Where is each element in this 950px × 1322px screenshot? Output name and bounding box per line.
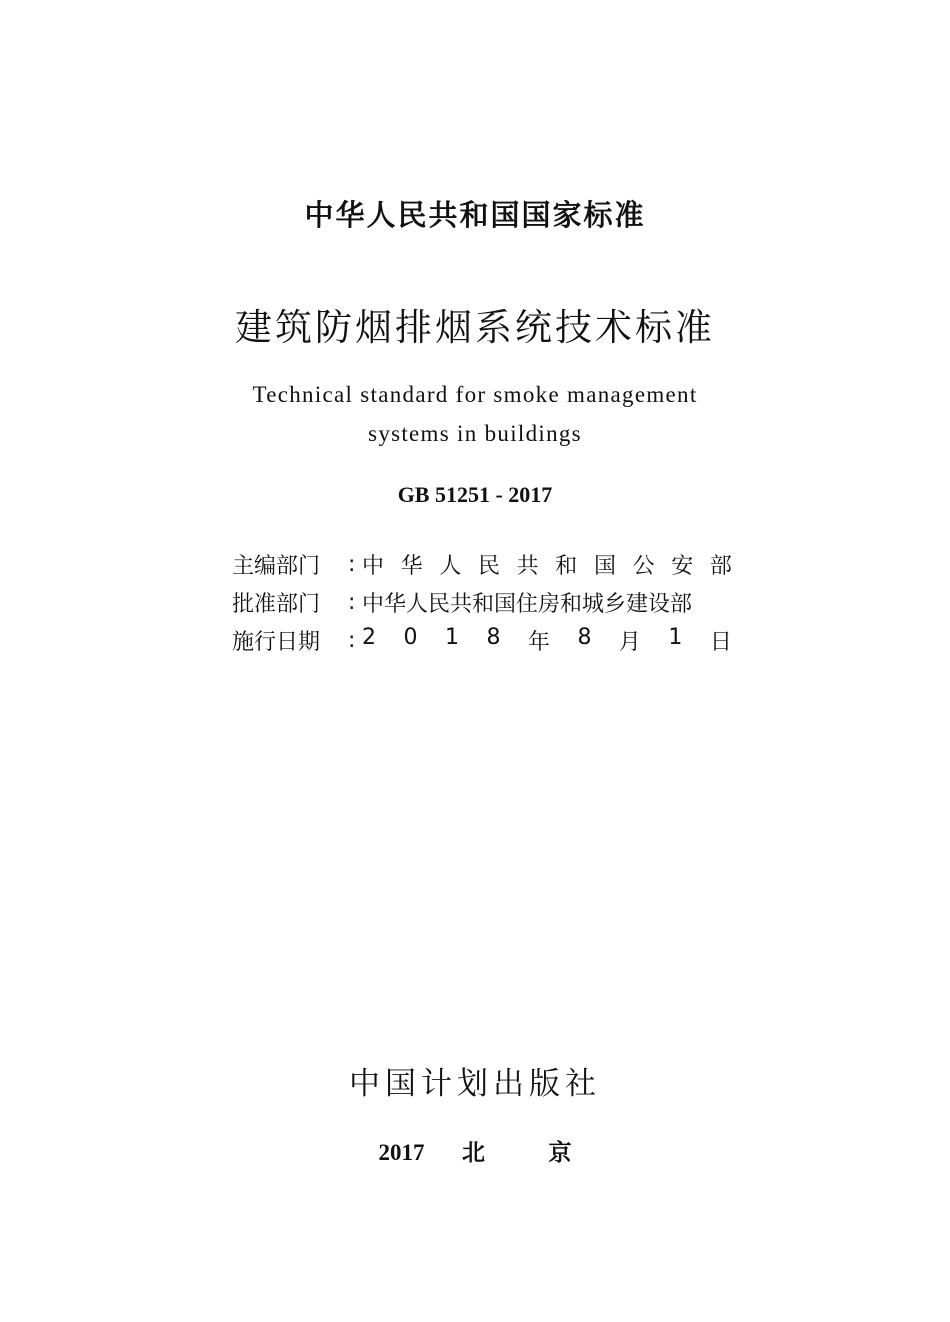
publication-place [0,1134,950,1167]
chief-editor-char: 中 [362,553,385,579]
effective-date-value [362,625,732,656]
publisher-name: 中国计划出版社 [349,1066,601,1102]
national-standard-heading: 中华人民共和国国家标准 [304,198,646,232]
effective-date-char: 8 [486,624,501,650]
chief-editor-char: 共 [516,553,539,579]
colon: : [348,627,356,653]
colon: : [348,551,356,577]
chief-editor-char: 和 [555,553,578,579]
publication-year: 2017 [378,1140,425,1165]
standard-info-block [232,545,732,659]
approval-row [232,583,732,621]
effective-date-char: 2 [362,624,376,650]
chief-editor-char: 人 [439,553,462,579]
effective-date-char: 1 [444,624,459,650]
chinese-title: 建筑防烟排烟系统技术标准 [235,306,715,349]
effective-date-label: 施行日期 [232,629,321,655]
chief-editor-label: 主编部门 [232,553,321,579]
chief-editor-char: 国 [593,553,616,579]
approval-label: 批准部门 [232,591,321,617]
chief-editor-char: 公 [632,553,655,579]
chief-editor-value [362,549,732,580]
english-title-line-2: systems in buildings [368,421,582,446]
english-title [0,375,950,453]
standard-code: GB 51251 - 2017 [397,482,553,507]
city-part-2: 京 [548,1140,572,1166]
chief-editor-char: 安 [671,553,694,579]
effective-date-char: 1 [668,624,683,650]
chief-editor-char: 华 [400,553,423,579]
approval-value: 中华人民共和国住房和城乡建设部 [362,591,693,617]
effective-date-row [232,621,732,659]
colon: : [348,589,356,615]
english-title-line-1: Technical standard for smoke management [252,382,698,407]
effective-date-char: 0 [403,624,418,650]
effective-date-char: 日 [709,629,732,655]
chief-editor-char: 部 [709,553,732,579]
city-part-1: 北 [462,1140,485,1166]
effective-date-char: 8 [577,624,592,650]
effective-date-char: 月 [618,629,641,655]
effective-date-char: 年 [527,629,550,655]
chief-editor-row [232,545,732,583]
chief-editor-char: 民 [477,553,500,579]
